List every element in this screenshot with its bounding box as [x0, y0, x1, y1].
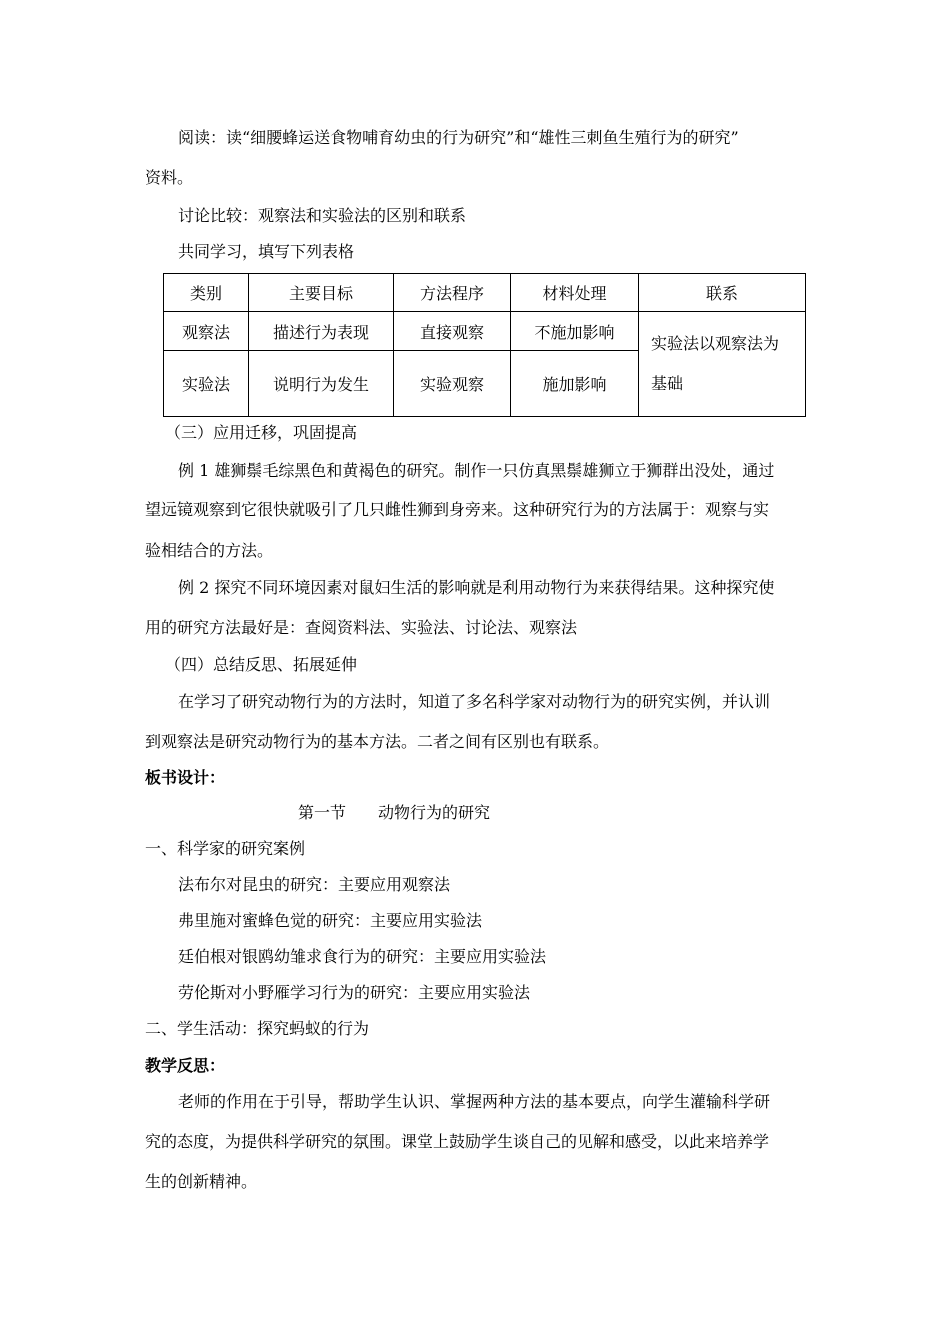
case-item: 劳伦斯对小野雁学习行为的研究：主要应用实验法 — [178, 983, 531, 1002]
table-header-cell: 材料处理 — [511, 274, 639, 312]
table-cell: 观察法 — [164, 312, 249, 351]
section3-title: （三）应用迁移，巩固提高 — [165, 423, 358, 442]
reading-line-1: 阅读：读“细腰蜂运送食物哺育幼虫的行为研究”和“雄性三刺鱼生殖行为的研究” — [178, 128, 739, 147]
reading-line-2: 资料。 — [145, 168, 194, 187]
comparison-table — [163, 273, 806, 417]
board-heading: 板书设计： — [145, 768, 226, 787]
example1-line-2: 望远镜观察到它很快就吸引了几只雌性狮到身旁来。这种研究行为的方法属于：观察与实 — [145, 500, 770, 519]
summary-line-1: 在学习了研究动物行为的方法时，知道了多名科学家对动物行为的研究实例，并认训 — [178, 692, 771, 711]
board-title: 第一节 动物行为的研究 — [298, 803, 491, 822]
example1-line-1: 例 1 雄狮鬃毛综黑色和黄褐色的研究。制作一只仿真黑鬃雄狮立于狮群出没处，通过 — [178, 461, 775, 480]
table-header-cell: 方法程序 — [394, 274, 511, 312]
reflection-line-2: 究的态度，为提供科学研究的氛围。课堂上鼓励学生谈自己的见解和感受，以此来培养学 — [145, 1132, 770, 1151]
case-item: 法布尔对昆虫的研究：主要应用观察法 — [178, 875, 451, 894]
table-cell: 直接观察 — [394, 312, 511, 351]
table-cell: 描述行为表现 — [249, 312, 394, 351]
table-cell: 不施加影响 — [511, 312, 639, 351]
reflection-heading: 教学反思： — [145, 1056, 226, 1075]
table-header-cell: 类别 — [164, 274, 249, 312]
example2-line-1: 例 2 探究不同环境因素对鼠妇生活的影响就是利用动物行为来获得结果。这种探究使 — [178, 578, 775, 597]
table-header-cell: 联系 — [639, 274, 806, 312]
table-row — [164, 312, 806, 351]
discussion-line: 讨论比较：观察法和实验法的区别和联系 — [178, 206, 467, 225]
link-text-line-1: 实验法以观察法为 — [651, 334, 780, 353]
board-part2: 二、学生活动：探究蚂蚁的行为 — [145, 1019, 370, 1038]
table-cell: 说明行为发生 — [249, 351, 394, 417]
table-cell: 实验观察 — [394, 351, 511, 417]
table-cell: 实验法 — [164, 351, 249, 417]
link-cell — [639, 312, 806, 417]
example1-line-3: 验相结合的方法。 — [145, 541, 274, 560]
table-header-cell: 主要目标 — [249, 274, 394, 312]
reflection-line-3: 生的创新精神。 — [145, 1172, 258, 1191]
summary-line-2: 到观察法是研究动物行为的基本方法。二者之间有区别也有联系。 — [145, 732, 610, 751]
case-item: 廷伯根对银鸥幼雏求食行为的研究：主要应用实验法 — [178, 947, 547, 966]
reflection-line-1: 老师的作用在于引导，帮助学生认识、掌握两种方法的基本要点，向学生灌输科学研 — [178, 1092, 771, 1111]
case-item: 弗里施对蜜蜂色觉的研究：主要应用实验法 — [178, 911, 483, 930]
link-text-line-2: 基础 — [651, 374, 684, 393]
table-cell: 施加影响 — [511, 351, 639, 417]
cooperate-line: 共同学习，填写下列表格 — [178, 242, 355, 261]
example2-line-2: 用的研究方法最好是：查阅资料法、实验法、讨论法、观察法 — [145, 618, 578, 637]
section4-title: （四）总结反思、拓展延伸 — [165, 655, 358, 674]
table-header-row — [164, 274, 806, 312]
board-part1: 一、科学家的研究案例 — [145, 839, 306, 858]
